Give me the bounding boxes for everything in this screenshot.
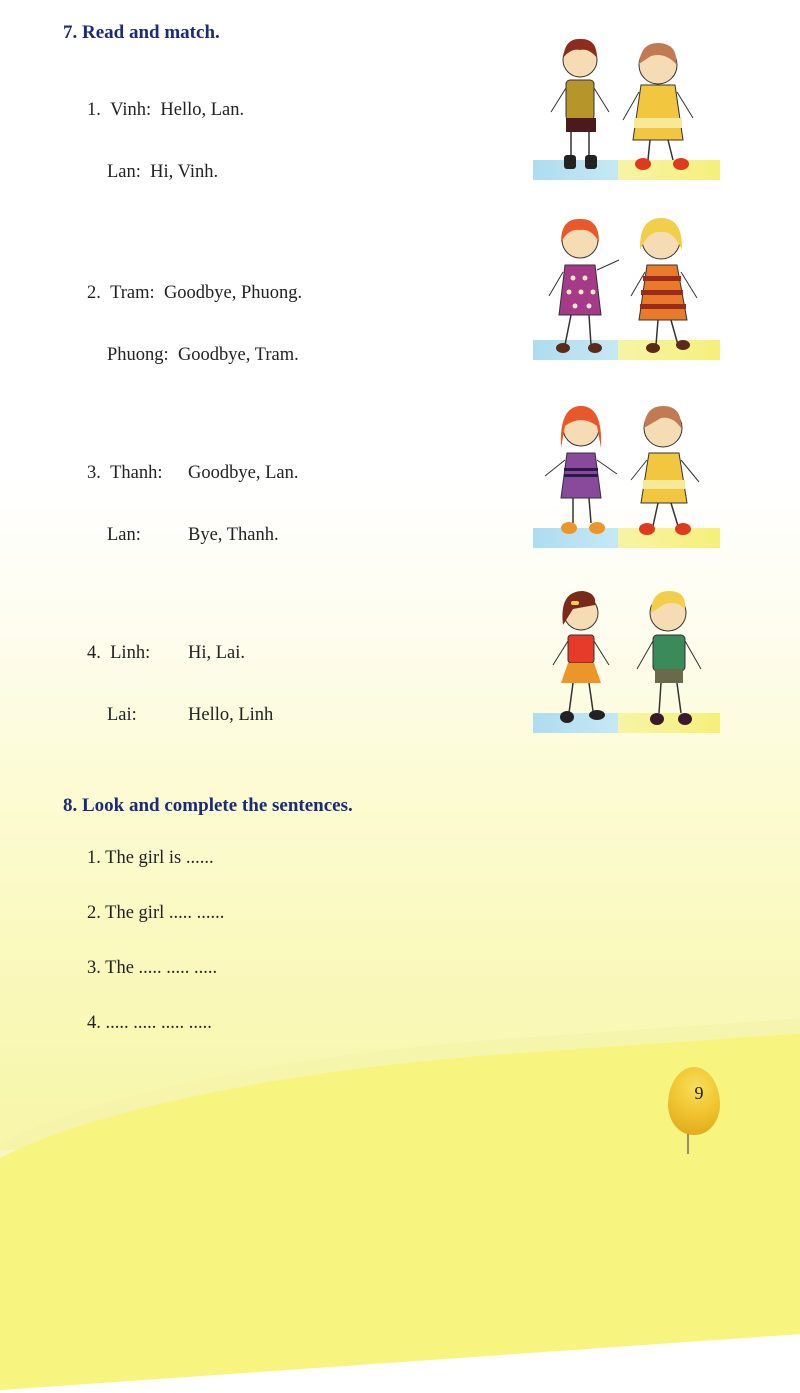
- balloon-string: [687, 1134, 689, 1154]
- ex7-item-2-line-1: [87, 283, 302, 304]
- page-number-balloon-icon: [668, 1067, 720, 1135]
- utterance: Hello, Lan.: [160, 100, 245, 120]
- utterance: Hi, Lai.: [188, 643, 246, 663]
- speaker: Vinh:: [110, 100, 156, 120]
- ex7-item-3-line-1: [87, 463, 387, 484]
- utterance: Hi, Vinh.: [150, 162, 219, 182]
- ex8-item-4: 4. ..... ..... ..... .....: [87, 1013, 212, 1033]
- picture-two-girls-waving: [533, 210, 720, 360]
- speaker: Linh:: [110, 643, 155, 663]
- item-number: 1.: [87, 100, 106, 120]
- ex7-item-1-line-2: [107, 162, 218, 183]
- ex7-item-2-line-2: [107, 345, 299, 366]
- picture-boy-and-girl: [533, 30, 720, 180]
- kids-illustration-icon: [533, 398, 720, 548]
- item-number: 3.: [87, 463, 106, 483]
- ex7-item-1-line-1: [87, 100, 244, 121]
- picture-two-girls-dresses: [533, 398, 720, 548]
- utterance: Goodbye, Phuong.: [163, 283, 303, 303]
- ex8-item-3: 3. The ..... ..... .....: [87, 958, 218, 978]
- item-number: 2.: [87, 283, 106, 303]
- utterance: Goodbye, Tram.: [177, 345, 299, 365]
- speaker: Thanh:: [110, 463, 168, 483]
- ex7-item-3-line-2: [107, 525, 407, 546]
- page-number: 9: [694, 1083, 704, 1103]
- picture-girl-and-boy: [533, 583, 720, 733]
- utterance: Bye, Thanh.: [188, 525, 279, 545]
- ex7-item-4-line-2: [107, 705, 407, 726]
- speaker: Lan:: [107, 162, 146, 182]
- ex8-item-1: 1. The girl is ......: [87, 848, 214, 868]
- utterance: Hello, Linh: [188, 705, 274, 725]
- item-number: 4.: [87, 643, 106, 663]
- ex8-item-2: 2. The girl ..... ......: [87, 903, 225, 923]
- ex7-item-4-line-1: [87, 643, 387, 664]
- speaker: Tram:: [110, 283, 160, 303]
- exercise-7-title: 7. Read and match.: [63, 22, 220, 43]
- speaker: Phuong:: [107, 345, 174, 365]
- speaker: Lan:: [107, 525, 146, 545]
- exercise-8-title: 8. Look and complete the sentences.: [63, 795, 353, 816]
- kids-illustration-icon: [533, 30, 720, 180]
- kids-illustration-icon: [533, 583, 720, 733]
- speaker: Lai:: [107, 705, 142, 725]
- utterance: Goodbye, Lan.: [188, 463, 299, 483]
- kids-illustration-icon: [533, 210, 720, 360]
